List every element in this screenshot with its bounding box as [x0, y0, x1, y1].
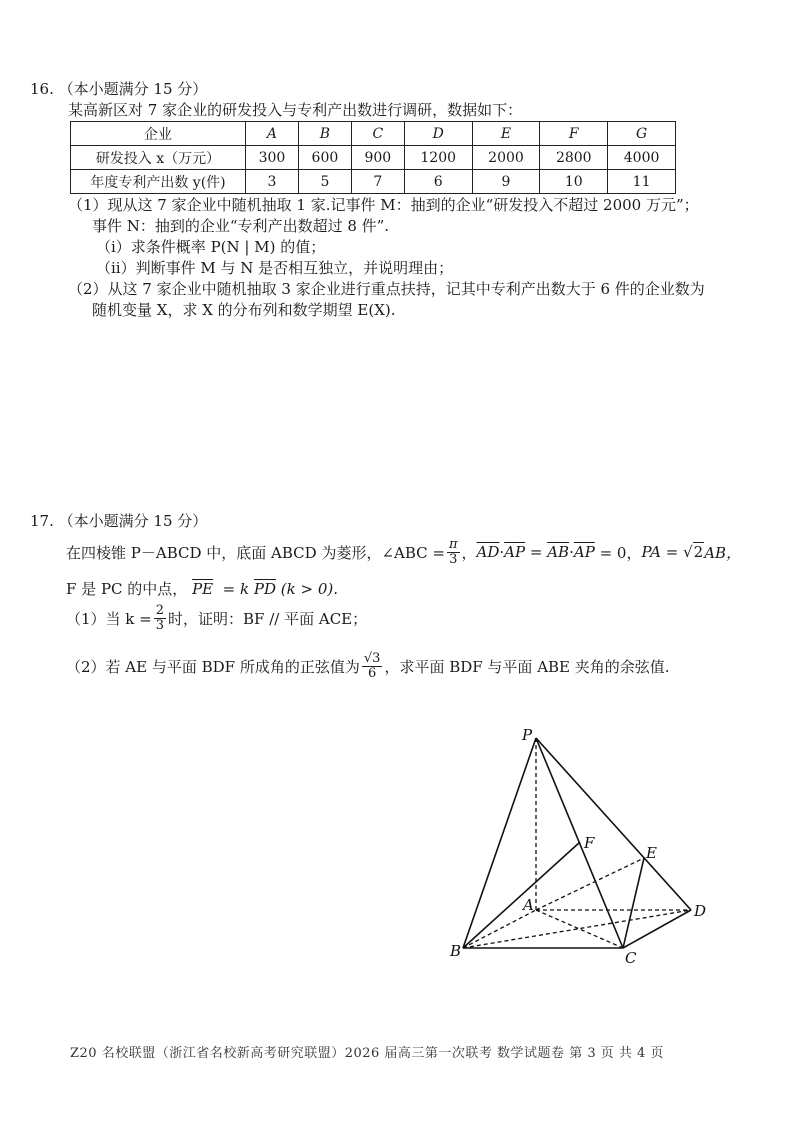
pa-equals: PA = [641, 543, 684, 562]
q16-points: （本小题满分 15 分） [58, 80, 208, 98]
q16-part1-i: （i）求条件概率 P(N | M) 的值； [96, 238, 326, 256]
table-cell: 900 [351, 146, 404, 170]
sqrt-2 [683, 543, 704, 561]
q17-number [30, 510, 207, 531]
table-row [71, 170, 676, 194]
equals-sign: = [525, 543, 548, 562]
dot-op: · [569, 543, 574, 562]
segment-bf [463, 842, 580, 948]
table-cell: 6 [404, 170, 472, 194]
label-d: D [694, 902, 707, 920]
table-cell: 4000 [608, 146, 676, 170]
label-c: C [625, 949, 637, 967]
table-cell: E [472, 122, 540, 146]
table-header-row [71, 122, 676, 146]
q17-part1-b: 时，证明：BF // 平面 ACE； [168, 609, 368, 628]
table-cell: 10 [540, 170, 608, 194]
q16-part1-ii: （ii）判断事件 M 与 N 是否相互独立，并说明理由； [96, 259, 454, 277]
q16-part1-line2: 事件 N：抽到的企业“专利产出数超过 8 件”. [92, 217, 390, 235]
ab-text: AB， [704, 543, 742, 562]
pyramid-figure [430, 720, 730, 970]
table-cell: 1200 [404, 146, 472, 170]
solid-edges [463, 738, 691, 948]
table-cell: 年度专利产出数 y(件) [71, 170, 246, 194]
fraction-pi-over-3 [447, 538, 460, 566]
vector-ap: $\overline{AP}$ [504, 543, 526, 562]
q16-number-text: 16. [30, 80, 54, 98]
sqrt-symbol: √ [363, 651, 373, 666]
table-cell: G [608, 122, 676, 146]
equals-zero: = 0， [594, 543, 642, 562]
dot-op: · [499, 543, 505, 562]
q16-intro: 某高新区对 7 家企业的研发投入与专利产出数进行调研，数据如下： [68, 101, 523, 119]
vector-pd: $\overline{PD}$ [253, 580, 277, 598]
edge-pb [463, 738, 536, 948]
table-row [71, 146, 676, 170]
q17-cond-b: ， [461, 543, 477, 562]
q17-part2-b: ，求平面 BDF 与平面 ABE 夹角的余弦值. [384, 657, 670, 676]
table-cell: F [540, 122, 608, 146]
table-cell: 7 [351, 170, 404, 194]
frac-num: 2 [155, 603, 165, 618]
q16-number [30, 78, 207, 99]
table-cell: C [351, 122, 404, 146]
table-cell: 2000 [472, 146, 540, 170]
edge-pd [536, 738, 691, 910]
fraction-2-over-3 [154, 604, 166, 632]
table-cell: 3 [246, 170, 299, 194]
table-cell: A [246, 122, 299, 146]
q17-conditions-line2 [66, 578, 338, 599]
table-cell: 2800 [540, 146, 608, 170]
table-cell: 300 [246, 146, 299, 170]
table-cell: 600 [298, 146, 351, 170]
table-cell: 11 [608, 170, 676, 194]
page-footer: Z20 名校联盟（浙江省名校新高考研究联盟）2026 届高三第一次联考 数学试题卷 第 3 页 共 4 页 [70, 1046, 664, 1061]
k-condition: (k > 0). [280, 580, 339, 598]
segment-ce [623, 858, 644, 948]
vector-pe: $\overline{PE}$ [192, 580, 214, 598]
fraction-sqrt3-over-6 [362, 652, 383, 680]
sqrt-radicand: 2 [693, 543, 704, 562]
frac-den: 3 [449, 551, 458, 567]
frac-den: 3 [155, 617, 165, 633]
label-p: P [522, 726, 533, 744]
frac-num: π [448, 537, 458, 552]
q17-part1-a: （1）当 k = [66, 609, 152, 628]
label-e: E [646, 844, 657, 862]
table-cell: 企业 [71, 122, 246, 146]
q17-cond-a: 在四棱锥 P－ABCD 中，底面 ABCD 为菱形，∠ABC = [66, 543, 445, 562]
q17-points: （本小题满分 15 分） [58, 512, 208, 530]
sqrt-symbol: √ [683, 543, 693, 562]
q17-part2-a: （2）若 AE 与平面 BDF 所成角的正弦值为 [66, 657, 360, 676]
frac-num [362, 652, 383, 667]
q17-part1 [66, 604, 367, 632]
label-a: A [523, 896, 534, 914]
q17-part2 [66, 652, 670, 680]
table-cell: 5 [298, 170, 351, 194]
q16-part2-line1: （2）从这 7 家企业中随机抽取 3 家企业进行重点扶持，记其中专利产出数大于 6 件的企业数为 [68, 280, 705, 298]
sqrt-radicand: 3 [372, 651, 381, 666]
frac-den: 6 [368, 665, 377, 681]
q17-line2-a: F 是 PC 的中点， [66, 580, 188, 598]
q16-data-table [70, 121, 676, 194]
q17-number-text: 17. [30, 512, 54, 530]
q16-part2-line2: 随机变量 X，求 X 的分布列和数学期望 E(X). [92, 301, 396, 319]
table-cell: B [298, 122, 351, 146]
vector-ap: $\overline{AP}$ [573, 543, 595, 562]
vector-ab: $\overline{AB}$ [547, 543, 570, 562]
table-cell: D [404, 122, 472, 146]
vector-ad: $\overline{AD}$ [476, 543, 500, 562]
q17-conditions-line1 [66, 538, 741, 566]
equals-k: = k [217, 580, 250, 598]
table-cell: 研发投入 x（万元） [71, 146, 246, 170]
segment-ae [536, 858, 644, 910]
table-cell: 9 [472, 170, 540, 194]
label-b: B [450, 942, 462, 960]
q16-part1-line1: （1）现从这 7 家企业中随机抽取 1 家.记事件 M：抽到的企业“研发投入不超过 2000 万元”； [68, 196, 699, 214]
label-f: F [584, 834, 595, 852]
